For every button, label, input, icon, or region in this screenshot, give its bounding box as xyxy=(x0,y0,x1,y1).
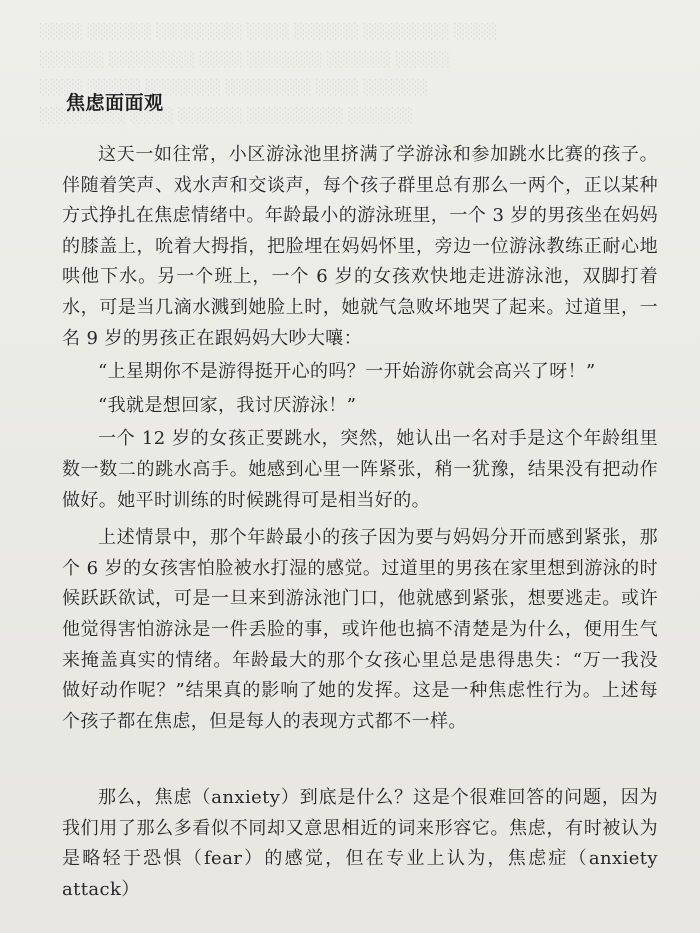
dialog-quote-mother: “上星期你不是游得挺开心的吗？一开始游你就会高兴了呀！” xyxy=(98,361,596,383)
dialog-quote-boy: “我就是想回家，我讨厌游泳！” xyxy=(98,394,357,416)
paragraph-intro: 这天一如往常，小区游泳池里挤满了学游泳和参加跳水比赛的孩子。伴随着笑声、戏水声和交谈声，每个孩子群里总有那么一两个，正以某种方式挣扎在焦虑情绪中。年龄最小的游泳班里，一个 3 岁的男孩坐在妈妈的膝盖上，吮着大拇指，把脸埋在妈妈怀里，旁边一位游泳教练正耐心地哄他下水。另一个班上，一个 6 岁的女孩欢快地走进游泳池，双脚打着水，可是当几滴水溅到她脸上时，她就气急败坏地哭了起来。过道里，一名 9 岁的男孩正在跟妈妈大吵大嚷： xyxy=(62,144,658,349)
paragraph-definition: 那么，焦虑（anxiety）到底是什么？这是个很难回答的问题，因为我们用了那么多看似不同却又意思相近的词来形容它。焦虑，有时被认为是略轻于恐惧（fear）的感觉，但在专业上认为，焦虑症（anxiety attack） xyxy=(62,787,658,901)
section-title: 焦虑面面观 xyxy=(66,92,164,114)
body-text xyxy=(62,140,658,906)
paragraph-analysis: 上述情景中，那个年龄最小的孩子因为要与妈妈分开而感到紧张，那个 6 岁的女孩害怕脸被水打湿的感觉。过道里的男孩在家里想到游泳的时候跃跃欲试，可是一旦来到游泳池门口，他就感到紧张，想要逃走。或许他觉得害怕游泳是一件丢脸的事，或许他也搞不清楚是为什么，便用生气来掩盖真实的情绪。年龄最大的那个女孩心里总是患得患失：“万一我没做好动作呢？”结果真的影响了她的发挥。这是一种焦虑性行为。上述每个孩子都在焦虑，但是每人的表现方式都不一样。 xyxy=(62,527,658,732)
bleed-through-text: ░░░░ ░░░░░░ ░░░░░░░░ ░░░░ ░░░░░░ ░░░░░░░░ ░░░░ ░░░░░░ ░░░░░░░░ ░░░░ ░░░░░░░ ░░░░░░ ░░░░░ ░░░░ ░░░░░ ░░░░░░░ ░░░░░░░░ ░░░░ ░░░░░░ ░░░░░░░░ ░░░░ ░░░░░░ ░░░░░░░░░ ░░░░░░ xyxy=(40,24,498,124)
paragraph-diver: 一个 12 岁的女孩正要跳水，突然，她认出一名对手是这个年龄组里数一数二的跳水高手。她感到心里一阵紧张，稍一犹豫，结果没有把动作做好。她平时训练的时候跳得可是相当好的。 xyxy=(62,428,658,511)
